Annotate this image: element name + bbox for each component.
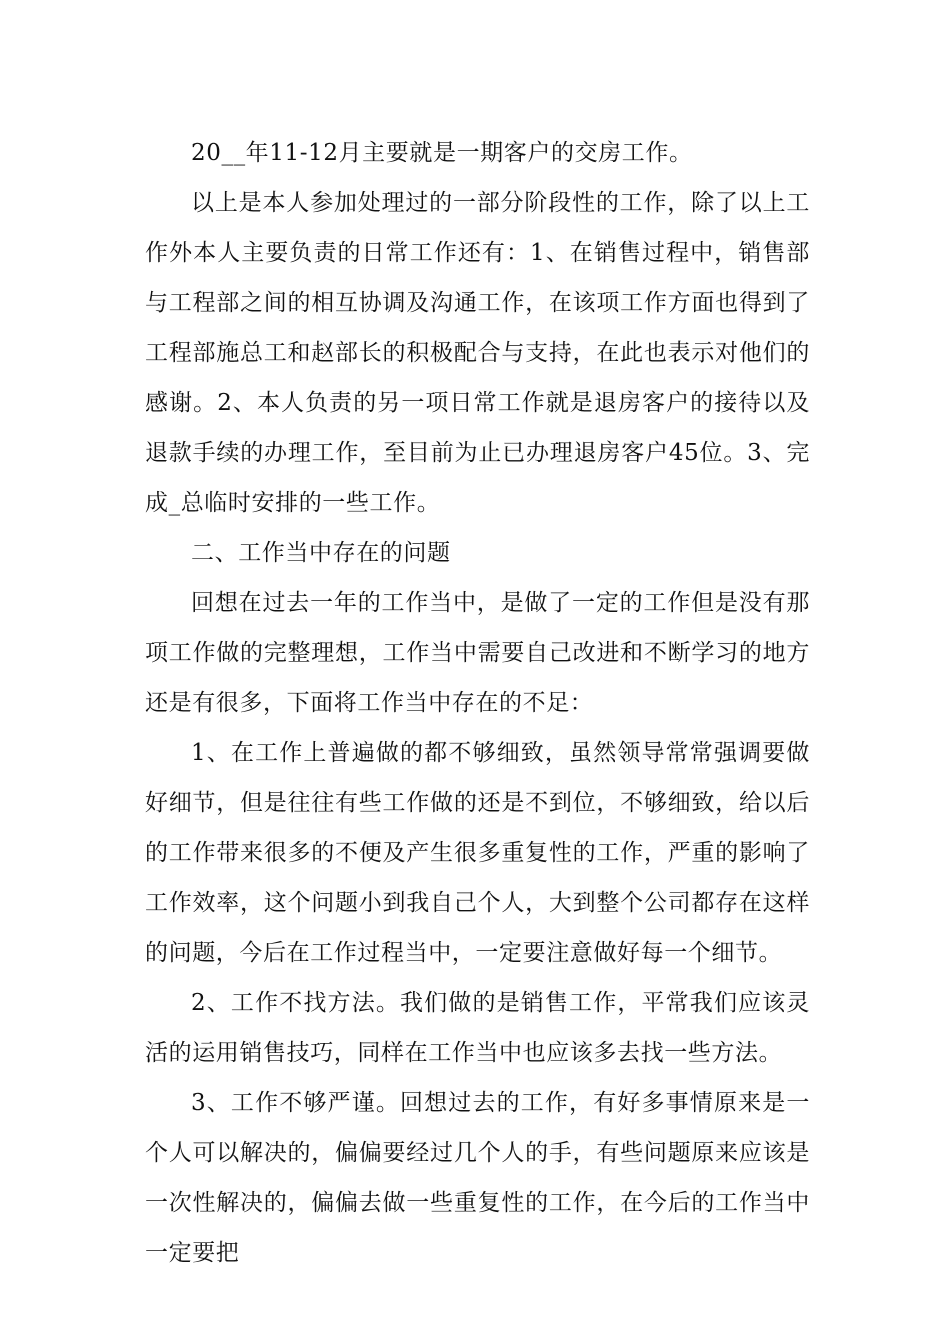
paragraph-issue-1: 1、在工作上普遍做的都不够细致，虽然领导常常强调要做好细节，但是往往有些工作做的还是不到位，不够细致，给以后的工作带来很多的不便及产生很多重复性的工作，严重的影响了工作效率，这个问题小到我自己个人，大到整个公司都存在这样的问题，今后在工作过程当中，一定要注意做好每一个细节。 (145, 740, 810, 966)
paragraph-issue-2: 2、工作不找方法。我们做的是销售工作，平常我们应该灵活的运用销售技巧，同样在工作当中也应该多去找一些方法。 (145, 990, 810, 1066)
document-body (145, 128, 810, 1278)
paragraph-reflection: 回想在过去一年的工作当中，是做了一定的工作但是没有那项工作做的完整理想，工作当中需要自己改进和不断学习的地方还是有很多，下面将工作当中存在的不足： (145, 590, 810, 716)
paragraph-daily-work: 以上是本人参加处理过的一部分阶段性的工作，除了以上工作外本人主要负责的日常工作还有：1、在销售过程中，销售部与工程部之间的相互协调及沟通工作，在该项工作方面也得到了工程部施总工和赵部长的积极配合与支持，在此也表示对他们的感谢。2、本人负责的另一项日常工作就是退房客户的接待以及退款手续的办理工作，至目前为止已办理退房客户45位。3、完成_总临时安排的一些工作。 (145, 190, 810, 516)
paragraph-issue-3: 3、工作不够严谨。回想过去的工作，有好多事情原来是一个人可以解决的，偏偏要经过几个人的手，有些问题原来应该是一次性解决的，偏偏去做一些重复性的工作，在今后的工作当中一定要把 (145, 1090, 810, 1266)
section-heading-problems: 二、工作当中存在的问题 (191, 540, 451, 566)
paragraph-delivery-work: 20__年11-12月主要就是一期客户的交房工作。 (191, 140, 693, 166)
